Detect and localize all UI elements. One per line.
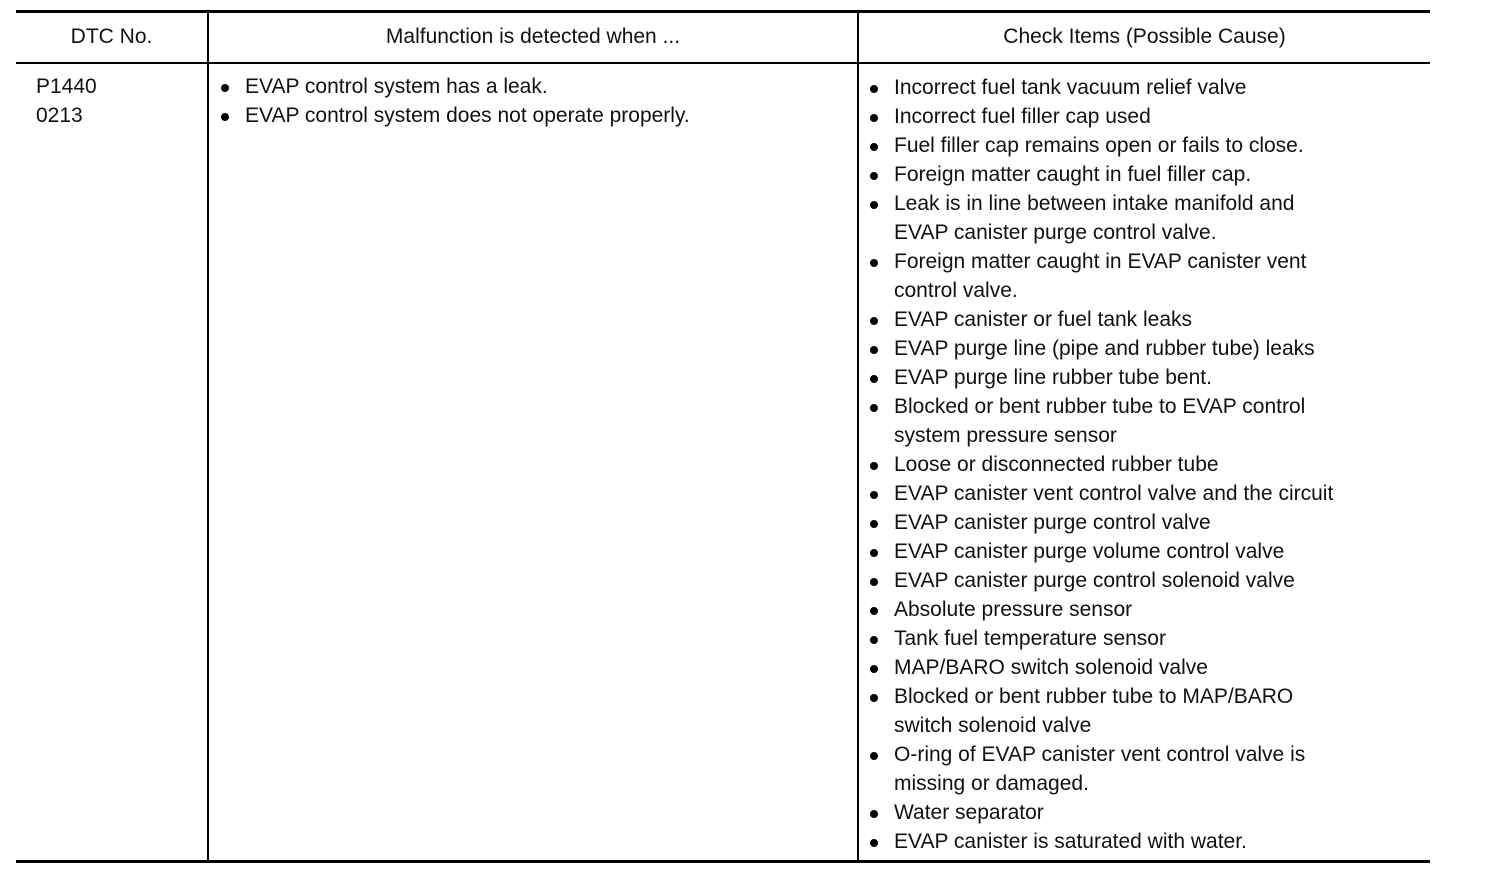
table-header-rule xyxy=(16,62,1430,64)
list-item xyxy=(219,72,849,101)
list-item-text: EVAP purge line rubber tube bent. xyxy=(894,366,1212,389)
list-item-text: EVAP canister purge control solenoid valve xyxy=(894,569,1295,592)
list-item xyxy=(868,305,1428,334)
list-item xyxy=(868,160,1428,189)
bullet-icon xyxy=(870,607,878,615)
dtc-codes-cell xyxy=(36,72,97,130)
bullet-icon xyxy=(870,491,878,499)
bullet-icon xyxy=(870,259,878,267)
list-item-text: EVAP control system does not operate properly. xyxy=(245,104,690,127)
list-item-text: O-ring of EVAP canister vent control valve is missing or damaged. xyxy=(894,743,1306,795)
dtc-code: P1440 xyxy=(36,75,97,98)
list-item-text: EVAP purge line (pipe and rubber tube) leaks xyxy=(894,337,1315,360)
bullet-icon xyxy=(870,201,878,209)
bullet-icon xyxy=(221,113,229,121)
list-item xyxy=(868,189,1428,247)
list-item xyxy=(868,363,1428,392)
check-items-list xyxy=(868,73,1428,856)
list-item-text: Fuel filler cap remains open or fails to close. xyxy=(894,134,1304,157)
bullet-icon xyxy=(870,752,878,760)
list-item-text: Foreign matter caught in fuel filler cap. xyxy=(894,163,1252,186)
list-item xyxy=(868,566,1428,595)
list-item-text: Blocked or bent rubber tube to EVAP control system pressure sensor xyxy=(894,395,1306,447)
list-item xyxy=(868,392,1428,450)
bullet-icon xyxy=(870,549,878,557)
list-item-text: Foreign matter caught in EVAP canister vent control valve. xyxy=(894,250,1307,302)
list-item-text: EVAP canister vent control valve and the circuit xyxy=(894,482,1334,505)
list-item-text: Leak is in line between intake manifold and EVAP canister purge control valve. xyxy=(894,192,1295,244)
header-malfunction: Malfunction is detected when ... xyxy=(385,25,681,48)
bullet-icon xyxy=(870,810,878,818)
list-item-text: Blocked or bent rubber tube to MAP/BARO switch solenoid valve xyxy=(894,685,1294,737)
bullet-icon xyxy=(870,665,878,673)
list-item xyxy=(868,102,1428,131)
list-item xyxy=(219,101,849,130)
header-dtc-no: DTC No. xyxy=(70,25,153,48)
list-item-text: EVAP canister purge control valve xyxy=(894,511,1211,534)
bullet-icon xyxy=(870,839,878,847)
list-item xyxy=(868,740,1428,798)
list-item xyxy=(868,334,1428,363)
bullet-icon xyxy=(870,404,878,412)
list-item xyxy=(868,827,1428,856)
list-item xyxy=(868,450,1428,479)
column-divider-1 xyxy=(207,12,209,861)
list-item-text: Water separator xyxy=(894,801,1044,824)
list-item-text: Incorrect fuel tank vacuum relief valve xyxy=(894,76,1247,99)
list-item-text: Loose or disconnected rubber tube xyxy=(894,453,1219,476)
list-item xyxy=(868,479,1428,508)
bullet-icon xyxy=(870,317,878,325)
list-item xyxy=(868,131,1428,160)
bullet-icon xyxy=(870,462,878,470)
bullet-icon xyxy=(870,375,878,383)
list-item xyxy=(868,624,1428,653)
malfunction-list xyxy=(219,72,849,130)
bullet-icon xyxy=(870,85,878,93)
header-check-items: Check Items (Possible Cause) xyxy=(1003,25,1286,48)
bullet-icon xyxy=(870,114,878,122)
dtc-code: 0213 xyxy=(36,104,83,127)
list-item xyxy=(868,73,1428,102)
list-item-text: EVAP canister is saturated with water. xyxy=(894,830,1247,853)
bullet-icon xyxy=(870,578,878,586)
bullet-icon xyxy=(870,143,878,151)
list-item xyxy=(868,653,1428,682)
bullet-icon xyxy=(870,694,878,702)
table-bottom-rule xyxy=(16,860,1430,863)
bullet-icon xyxy=(870,172,878,180)
table-top-rule xyxy=(16,10,1430,13)
column-divider-2 xyxy=(857,12,859,861)
bullet-icon xyxy=(221,84,229,92)
bullet-icon xyxy=(870,520,878,528)
list-item xyxy=(868,537,1428,566)
bullet-icon xyxy=(870,346,878,354)
list-item xyxy=(868,595,1428,624)
list-item xyxy=(868,508,1428,537)
list-item-text: EVAP canister or fuel tank leaks xyxy=(894,308,1193,331)
list-item-text: MAP/BARO switch solenoid valve xyxy=(894,656,1208,679)
list-item-text: Tank fuel temperature sensor xyxy=(894,627,1166,650)
list-item xyxy=(868,247,1428,305)
bullet-icon xyxy=(870,636,878,644)
list-item-text: EVAP canister purge volume control valve xyxy=(894,540,1285,563)
list-item xyxy=(868,682,1428,740)
list-item xyxy=(868,798,1428,827)
list-item-text: EVAP control system has a leak. xyxy=(245,75,548,98)
list-item-text: Absolute pressure sensor xyxy=(894,598,1133,621)
list-item-text: Incorrect fuel filler cap used xyxy=(894,105,1151,128)
